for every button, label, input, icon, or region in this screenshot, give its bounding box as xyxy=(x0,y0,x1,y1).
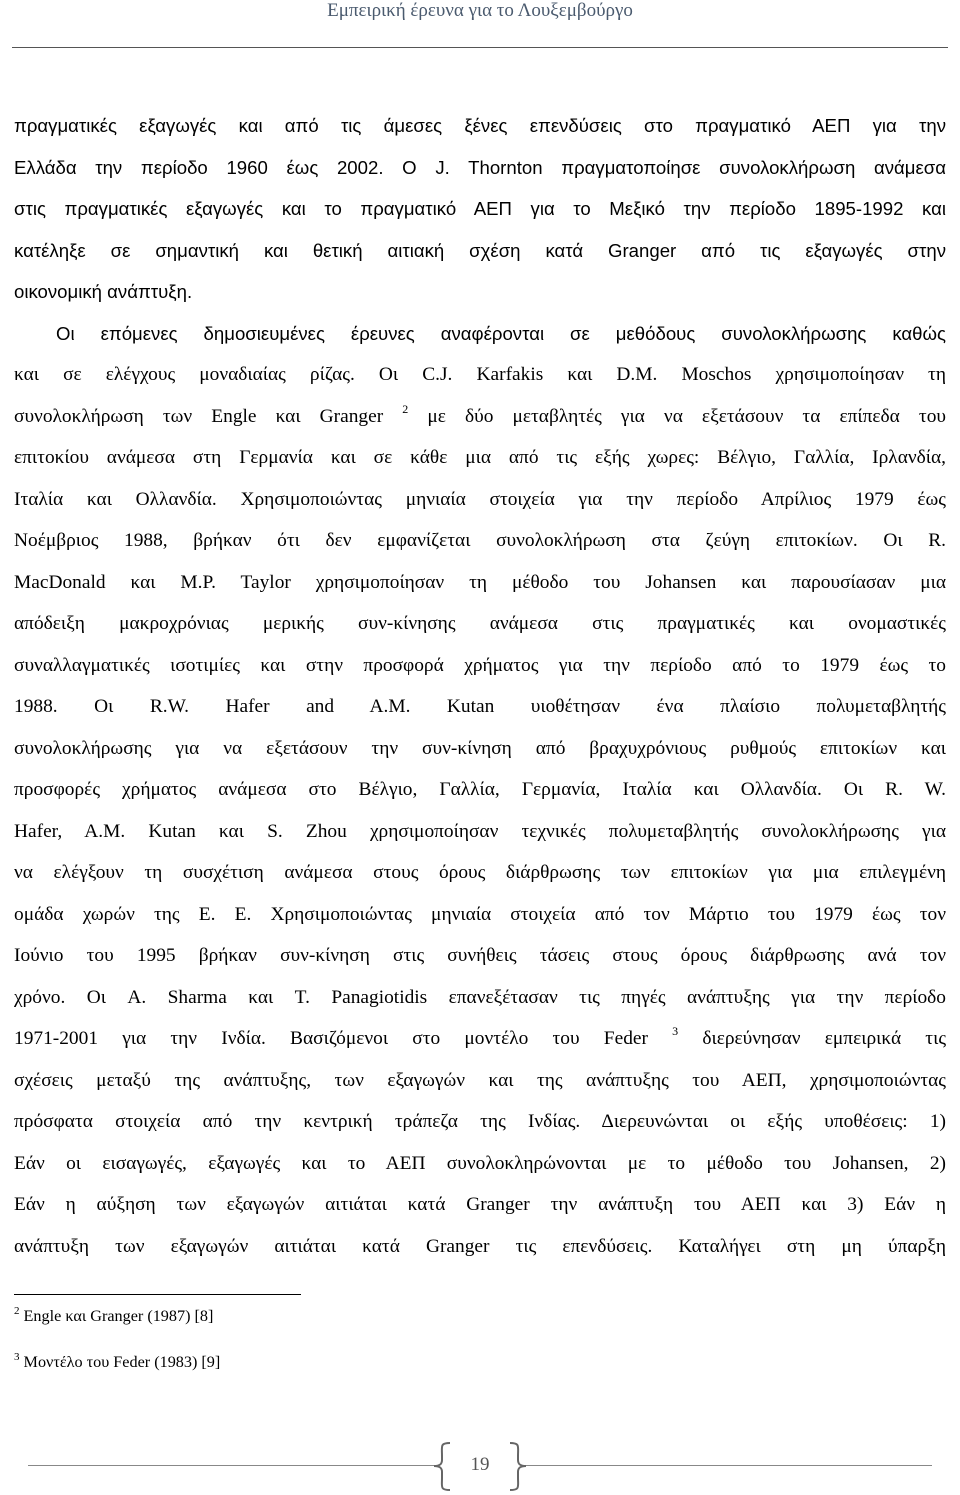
paragraph-line: και σε ελέγχους μοναδιαίας ρίζας. Οι C.J. Karfakis και D.M. Moschos χρησιμοποίησαν τη xyxy=(14,364,946,385)
paragraph-line: απόδειξη μακροχρόνιας μερικής συν-κίνησης ανάμεσα στις πραγματικές και ονομαστικές xyxy=(14,613,946,634)
paragraph-text: διερεύνησαν εμπειρικά τις xyxy=(678,1028,946,1049)
paragraph-line: κατέληξε σε σημαντική και θετική αιτιακή σχέση κατά Granger από τις εξαγωγές στην xyxy=(14,239,946,261)
footnote-number: 3 xyxy=(14,1351,20,1363)
paragraph-line: επιτοκίου ανάμεσα στη Γερμανία και σε κάθε μια από τις εξής χωρες: Βέλγιο, Γαλλία, Ιρλανδία, xyxy=(14,447,946,468)
paragraph-line: Οι επόμενες δημοσιευμένες έρευνες αναφέρονται σε μεθόδους συνολοκλήρωσης καθώς xyxy=(56,322,946,344)
paragraph-line: ομάδα χωρών της Ε. Ε. Χρησιμοποιώντας μηνιαία στοιχεία από τον Μάρτιο του 1979 έως τον xyxy=(14,903,946,925)
footer-rule-right xyxy=(522,1465,932,1466)
paragraph-line: στις πραγματικές εξαγωγές και το πραγματικό ΑΕΠ για το Μεξικό την περίοδο 1895-1992 και xyxy=(14,198,946,219)
paragraph-line: σχέσεις μεταξύ της ανάπτυξης, των εξαγωγών και της ανάπτυξης του ΑΕΠ, χρησιμοποιώντας xyxy=(14,1069,946,1091)
paragraph-text: 1971-2001 για την Ινδία. Βασιζόμενοι στο μοντέλο του Feder xyxy=(14,1028,673,1049)
paragraph-line: Εάν η αύξηση των εξαγωγών αιτιάται κατά Granger την ανάπτυξη του ΑΕΠ και 3) Εάν η xyxy=(14,1194,946,1215)
footnote-text: Engle και Granger (1987) [8] xyxy=(23,1307,214,1325)
footnote-text: Μοντέλο του Feder (1983) [9] xyxy=(23,1353,221,1371)
body-text xyxy=(14,105,946,1267)
paragraph-line: οικονομική ανάπτυξη. xyxy=(14,281,193,302)
paragraph-line: πρόσφατα στοιχεία από την κεντρική τράπεζα της Ινδίας. Διερευνώνται οι εξής υποθέσεις: 1) xyxy=(14,1111,946,1132)
footnote-ref-3: 3 xyxy=(672,1024,679,1038)
footer-rule-left xyxy=(28,1465,438,1466)
paragraph-line xyxy=(14,1018,946,1060)
paragraph-text: με δύο μεταβλητές για να εξετάσουν τα επίπεδα του xyxy=(408,405,946,427)
paragraph-line xyxy=(14,396,946,438)
paragraph-line: Ελλάδα την περίοδο 1960 έως 2002. O J. Thornton πραγματοποίησε συνολοκλήρωση ανάμεσα xyxy=(14,156,946,178)
paragraph-line: MacDonald και M.P. Taylor χρησιμοποίησαν τη μέθοδο του Johansen και παρουσίασαν μια xyxy=(14,571,946,593)
page-number-frame xyxy=(428,1440,532,1492)
paragraph-line: πραγματικές εξαγωγές και από τις άμεσες ξένες επενδύσεις στο πραγματικό ΑΕΠ για την xyxy=(14,115,946,136)
header-divider xyxy=(12,47,948,48)
running-header xyxy=(0,0,960,30)
paragraph-text: συνολοκλήρωση των Engle και Granger xyxy=(14,405,384,427)
footnote-number: 2 xyxy=(14,1305,20,1317)
paragraph-line: χρόνο. Οι A. Sharma και T. Panagiotidis επανεξέτασαν τις πηγές ανάπτυξης για την περίοδο xyxy=(14,986,946,1008)
paragraph-line: Hafer, A.M. Kutan και S. Zhou χρησιμοποίησαν τεχνικές πολυμεταβλητής συνολοκλήρωσης για xyxy=(14,820,946,842)
running-header-title: Εμπειρική έρευνα για το Λουξεμβούργο xyxy=(327,0,633,21)
paragraph-line: συναλλαγματικές ισοτιμίες και στην προσφορά χρήματος για την περίοδο από το 1979 έως το xyxy=(14,654,946,676)
footnote-3 xyxy=(14,1352,220,1372)
paragraph-line: προσφορές χρήματος ανάμεσα στο Βέλγιο, Γαλλία, Γερμανία, Ιταλία και Ολλανδία. Οι R. W. xyxy=(14,779,946,800)
footnote-separator xyxy=(14,1294,301,1295)
paragraph-line: Ιταλία και Ολλανδία. Χρησιμοποιώντας μηνιαία στοιχεία για την περίοδο Απρίλιος 1979 έως xyxy=(14,488,946,510)
paragraph-line: Εάν οι εισαγωγές, εξαγωγές και το ΑΕΠ συνολοκληρώνονται με το μέθοδο του Johansen, 2) xyxy=(14,1152,946,1174)
footnote-2 xyxy=(14,1306,213,1326)
paragraph-line: 1988. Οι R.W. Hafer and A.M. Kutan υιοθέτησαν ένα πλαίσιο πολυμεταβλητής xyxy=(14,696,946,717)
paragraph-line: Νοέμβριος 1988, βρήκαν ότι δεν εμφανίζεται συνολοκλήρωση στα ζεύγη επιτοκίων. Οι R. xyxy=(14,530,946,551)
paragraph-line: Ιούνιο του 1995 βρήκαν συν-κίνηση στις συνήθεις τάσεις στους όρους διάρθρωσης ανά τον xyxy=(14,945,946,966)
paragraph-line: ανάπτυξη των εξαγωγών αιτιάται κατά Granger τις επενδύσεις. Καταλήγει στη μη ύπαρξη xyxy=(14,1235,946,1257)
footnote-ref-2: 2 xyxy=(402,401,409,416)
paragraph-line: συνολοκλήρωσης για να εξετάσουν την συν-κίνηση από βραχυχρόνιους ρυθμούς επιτοκίων και xyxy=(14,737,946,759)
paragraph-line: να ελέγξουν τη συσχέτιση ανάμεσα στους όρους διάρθρωσης των επιτοκίων για μια επιλεγμένη xyxy=(14,862,946,883)
page-number: 19 xyxy=(470,1454,490,1475)
